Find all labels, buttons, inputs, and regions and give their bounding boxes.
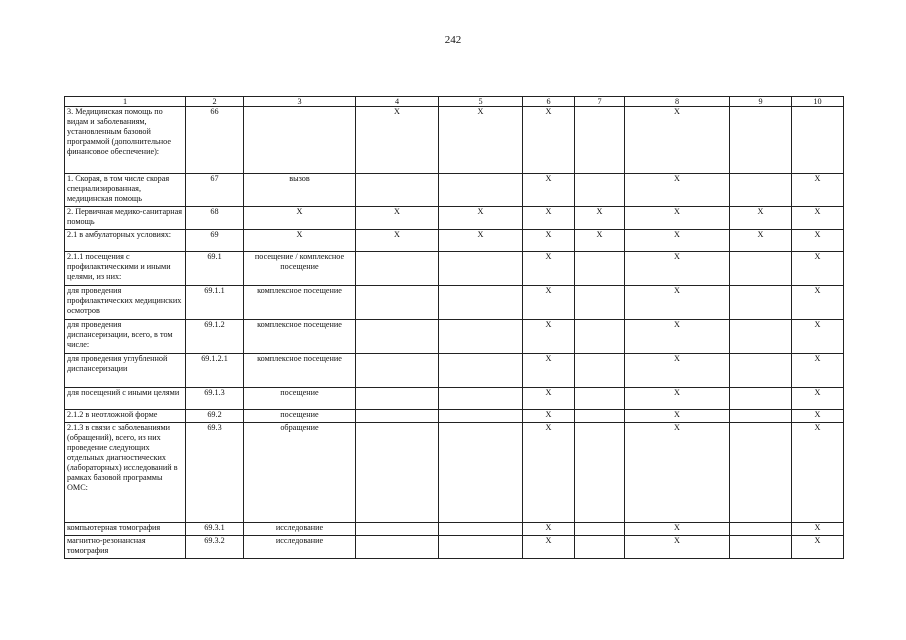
row-label: 3. Медицинская помощь по видам и заболеваниям, установленным базовой программой (дополнительное финансовое обеспечение): xyxy=(65,107,186,174)
table-cell xyxy=(356,423,439,523)
table-cell: X xyxy=(625,320,730,354)
table-cell: X xyxy=(523,423,575,523)
table-cell: X xyxy=(625,230,730,252)
row-label: для проведения профилактических медицинских осмотров xyxy=(65,286,186,320)
table-cell xyxy=(575,523,625,536)
table-cell: X xyxy=(523,286,575,320)
table-cell: X xyxy=(625,423,730,523)
table-cell: X xyxy=(523,174,575,207)
column-header: 3 xyxy=(244,97,356,107)
table-cell: X xyxy=(792,536,844,559)
table-cell: X xyxy=(625,354,730,388)
table-cell xyxy=(730,410,792,423)
table-cell: обращение xyxy=(244,423,356,523)
table-cell: 69.1.2 xyxy=(186,320,244,354)
table-cell: X xyxy=(523,523,575,536)
table-cell: исследование xyxy=(244,523,356,536)
table-cell: X xyxy=(523,536,575,559)
table-cell xyxy=(575,320,625,354)
table-cell: X xyxy=(792,286,844,320)
table-cell: X xyxy=(439,230,523,252)
table-cell: X xyxy=(575,230,625,252)
table-cell xyxy=(244,107,356,174)
column-header: 6 xyxy=(523,97,575,107)
table-cell xyxy=(730,107,792,174)
column-header: 9 xyxy=(730,97,792,107)
table-cell xyxy=(439,354,523,388)
table-cell: X xyxy=(523,354,575,388)
header-row xyxy=(65,97,844,107)
table-cell xyxy=(730,252,792,286)
table-cell: X xyxy=(356,107,439,174)
table-cell: 69.1 xyxy=(186,252,244,286)
table-cell: X xyxy=(792,207,844,230)
table-cell: X xyxy=(625,388,730,410)
table-cell: X xyxy=(356,207,439,230)
table-cell: X xyxy=(625,174,730,207)
table-cell: посещение xyxy=(244,388,356,410)
table-cell: X xyxy=(625,207,730,230)
table-cell: X xyxy=(625,536,730,559)
table-cell: X xyxy=(523,230,575,252)
table-row xyxy=(65,388,844,410)
table-cell: X xyxy=(730,207,792,230)
table-cell: X xyxy=(792,252,844,286)
table-cell xyxy=(730,286,792,320)
table-cell: X xyxy=(625,286,730,320)
table-cell: X xyxy=(792,410,844,423)
column-header: 4 xyxy=(356,97,439,107)
table-cell xyxy=(439,252,523,286)
table-cell: X xyxy=(792,320,844,354)
table-cell: X xyxy=(523,410,575,423)
data-table xyxy=(64,96,844,559)
table-cell xyxy=(575,286,625,320)
table-cell: 69.3.1 xyxy=(186,523,244,536)
table-cell xyxy=(575,354,625,388)
table-cell xyxy=(575,107,625,174)
table-cell xyxy=(439,174,523,207)
table-cell xyxy=(575,423,625,523)
table-cell: посещение xyxy=(244,410,356,423)
table-cell xyxy=(730,423,792,523)
row-label: для проведения углубленной диспансеризации xyxy=(65,354,186,388)
table-cell: 69.1.2.1 xyxy=(186,354,244,388)
table-cell: X xyxy=(625,107,730,174)
column-header: 5 xyxy=(439,97,523,107)
row-label: магнитно-резонансная томография xyxy=(65,536,186,559)
table-cell xyxy=(575,252,625,286)
table-row xyxy=(65,286,844,320)
table-cell: X xyxy=(439,107,523,174)
table-body xyxy=(65,107,844,559)
table-cell: X xyxy=(523,252,575,286)
table-cell: X xyxy=(792,230,844,252)
table-cell: 69 xyxy=(186,230,244,252)
table-cell: X xyxy=(792,523,844,536)
table-row xyxy=(65,320,844,354)
table-row xyxy=(65,230,844,252)
table-cell: X xyxy=(625,252,730,286)
table-cell: X xyxy=(523,207,575,230)
table-row xyxy=(65,252,844,286)
table-cell xyxy=(439,410,523,423)
table-cell xyxy=(730,523,792,536)
row-label: для посещений с иными целями xyxy=(65,388,186,410)
row-label: компьютерная томография xyxy=(65,523,186,536)
row-label: 2.1.1 посещения с профилактическими и иными целями, из них: xyxy=(65,252,186,286)
table-cell xyxy=(356,174,439,207)
table-cell xyxy=(356,410,439,423)
table-cell: X xyxy=(792,388,844,410)
table-cell: X xyxy=(244,207,356,230)
table-cell: X xyxy=(792,174,844,207)
column-header: 8 xyxy=(625,97,730,107)
row-label: 2.1.2 в неотложной форме xyxy=(65,410,186,423)
table-cell: 69.1.1 xyxy=(186,286,244,320)
row-label: 2. Первичная медико-санитарная помощь xyxy=(65,207,186,230)
column-header: 7 xyxy=(575,97,625,107)
column-header: 10 xyxy=(792,97,844,107)
table-cell xyxy=(439,536,523,559)
table-row xyxy=(65,523,844,536)
row-label: для проведения диспансеризации, всего, в том числе: xyxy=(65,320,186,354)
table-cell: X xyxy=(439,207,523,230)
table-cell: X xyxy=(523,388,575,410)
column-header: 1 xyxy=(65,97,186,107)
row-label: 1. Скорая, в том числе скорая специализированная, медицинская помощь xyxy=(65,174,186,207)
table-cell xyxy=(730,174,792,207)
table-cell: X xyxy=(523,107,575,174)
table-cell: 69.3 xyxy=(186,423,244,523)
table-cell xyxy=(356,252,439,286)
table-row xyxy=(65,354,844,388)
table-cell xyxy=(439,523,523,536)
table-cell: X xyxy=(625,523,730,536)
row-label: 2.1 в амбулаторных условиях: xyxy=(65,230,186,252)
column-header: 2 xyxy=(186,97,244,107)
table-cell: комплексное посещение xyxy=(244,320,356,354)
table-cell: 68 xyxy=(186,207,244,230)
table-cell: вызов xyxy=(244,174,356,207)
table-row xyxy=(65,410,844,423)
table-cell xyxy=(356,286,439,320)
table-cell: X xyxy=(356,230,439,252)
table-cell: 66 xyxy=(186,107,244,174)
table-row xyxy=(65,207,844,230)
table-cell xyxy=(439,320,523,354)
table-cell: X xyxy=(792,354,844,388)
table-cell xyxy=(356,536,439,559)
table-row xyxy=(65,536,844,559)
table-cell: исследование xyxy=(244,536,356,559)
table-cell: 67 xyxy=(186,174,244,207)
table-cell xyxy=(356,354,439,388)
table-cell xyxy=(575,174,625,207)
table-cell: 69.1.3 xyxy=(186,388,244,410)
table-cell xyxy=(439,423,523,523)
table-cell xyxy=(356,523,439,536)
table-cell: 69.3.2 xyxy=(186,536,244,559)
table-cell: посещение / комплексное посещение xyxy=(244,252,356,286)
row-label: 2.1.3 в связи с заболеваниями (обращений), всего, из них проведение следующих отдельных диагностических (лабораторных) исследований в рамках базовой программы ОМС: xyxy=(65,423,186,523)
table-cell xyxy=(356,320,439,354)
table-cell: X xyxy=(792,423,844,523)
table-cell xyxy=(730,354,792,388)
table-cell: X xyxy=(244,230,356,252)
table-cell: комплексное посещение xyxy=(244,286,356,320)
table-cell xyxy=(575,536,625,559)
table-row xyxy=(65,174,844,207)
table-cell: X xyxy=(523,320,575,354)
table-cell xyxy=(575,388,625,410)
table-cell xyxy=(730,536,792,559)
table-cell xyxy=(356,388,439,410)
table-cell: комплексное посещение xyxy=(244,354,356,388)
table-cell: X xyxy=(575,207,625,230)
table-row xyxy=(65,107,844,174)
table-cell xyxy=(439,286,523,320)
table-cell xyxy=(439,388,523,410)
table-cell: 69.2 xyxy=(186,410,244,423)
table-cell: X xyxy=(730,230,792,252)
table-cell xyxy=(730,320,792,354)
table-cell xyxy=(792,107,844,174)
page-number: 242 xyxy=(444,34,462,46)
table-row xyxy=(65,423,844,523)
table-cell: X xyxy=(625,410,730,423)
table-cell xyxy=(575,410,625,423)
table-cell xyxy=(730,388,792,410)
